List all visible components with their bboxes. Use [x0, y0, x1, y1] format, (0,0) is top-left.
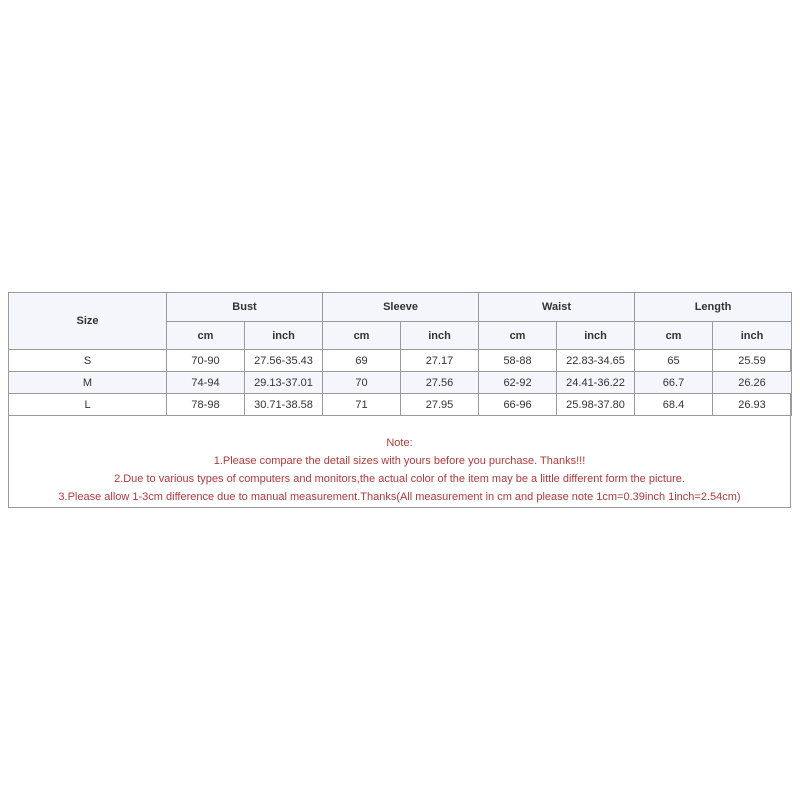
table-row: [9, 350, 792, 372]
table-row: [9, 394, 792, 416]
table-cell: 58-88: [479, 350, 557, 372]
unit-header: inch: [401, 322, 479, 350]
size-chart: [8, 292, 791, 508]
table-cell: 29.13-37.01: [245, 372, 323, 394]
table-cell: 27.56: [401, 372, 479, 394]
table-cell: 68.4: [635, 394, 713, 416]
table-cell: 25.59: [713, 350, 792, 372]
table-cell: 78-98: [167, 394, 245, 416]
table-row: [9, 372, 792, 394]
table-cell: 24.41-36.22: [557, 372, 635, 394]
table-cell: 66-96: [479, 394, 557, 416]
group-header-sleeve: Sleeve: [323, 293, 479, 322]
note-line: 3.Please allow 1-3cm difference due to manual measurement.Thanks(All measurement in cm and please note 1cm=0.39inch 1inch=2.54cm): [58, 491, 741, 503]
table-cell: 74-94: [167, 372, 245, 394]
size-cell: M: [9, 372, 167, 394]
unit-header: cm: [635, 322, 713, 350]
group-header-length: Length: [635, 293, 792, 322]
table-cell: 27.95: [401, 394, 479, 416]
table-header-row: [9, 293, 792, 322]
table-cell: 30.71-38.58: [245, 394, 323, 416]
table-cell: 26.26: [713, 372, 792, 394]
table-cell: 27.17: [401, 350, 479, 372]
size-column-header: Size: [9, 293, 167, 350]
table-cell: 25.98-37.80: [557, 394, 635, 416]
table-cell: 70-90: [167, 350, 245, 372]
table-cell: 69: [323, 350, 401, 372]
table-cell: 65: [635, 350, 713, 372]
table-cell: 70: [323, 372, 401, 394]
note-line: 2.Due to various types of computers and monitors,the actual color of the item may be a little different form the picture.: [114, 473, 685, 485]
size-cell: L: [9, 394, 167, 416]
table-cell: 22.83-34.65: [557, 350, 635, 372]
unit-header: cm: [323, 322, 401, 350]
size-cell: S: [9, 350, 167, 372]
note-line: 1.Please compare the detail sizes with yours before you purchase. Thanks!!!: [213, 455, 586, 467]
table-cell: 26.93: [713, 394, 792, 416]
table-cell: 66.7: [635, 372, 713, 394]
table-cell: 71: [323, 394, 401, 416]
unit-header: inch: [557, 322, 635, 350]
group-header-waist: Waist: [479, 293, 635, 322]
notes-title: Note:: [386, 437, 413, 449]
notes-section: [9, 434, 790, 506]
unit-header: cm: [479, 322, 557, 350]
table-cell: 62-92: [479, 372, 557, 394]
unit-header: inch: [245, 322, 323, 350]
unit-header: inch: [713, 322, 792, 350]
group-header-bust: Bust: [167, 293, 323, 322]
table-cell: 27.56-35.43: [245, 350, 323, 372]
size-table: [8, 292, 792, 416]
unit-header: cm: [167, 322, 245, 350]
